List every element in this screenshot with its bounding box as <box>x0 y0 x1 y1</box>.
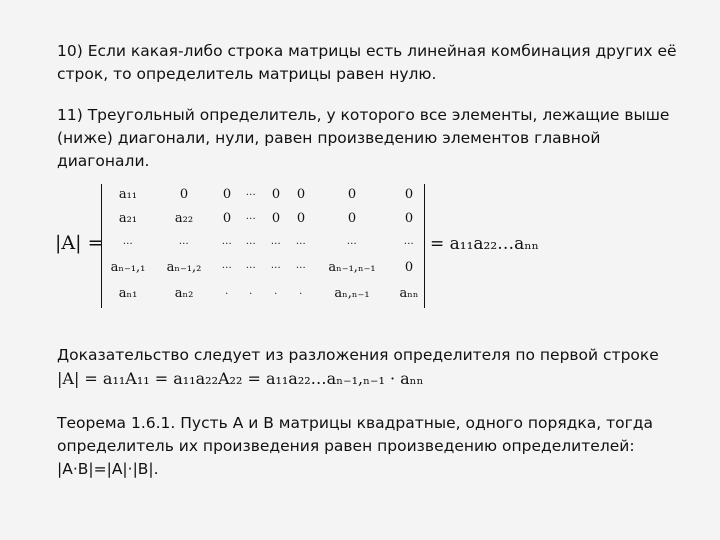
matrix-cell: aₙ₋₁,₁ <box>110 260 146 275</box>
matrix-cell: … <box>178 236 190 247</box>
matrix-cell: … <box>245 260 257 271</box>
matrix-cell: … <box>270 236 282 247</box>
matrix-cell: a₂₁ <box>118 211 138 226</box>
theorem-line-1: Теорема 1.6.1. Пусть A и B матрицы квадратные, одного порядка, тогда <box>57 414 653 432</box>
matrix-cell: 0 <box>404 187 414 202</box>
theorem-line-2: определитель их произведения равен произведению определителей: <box>57 437 635 455</box>
matrix-cell: aₙ₋₁,₂ <box>166 260 202 275</box>
matrix-cell: … <box>245 211 257 222</box>
determinant-right-bar <box>424 184 425 308</box>
theorem-line-3: |A·B|=|A|·|B|. <box>57 460 159 478</box>
proof-text: Доказательство следует из разложения определителя по первой строке <box>57 346 659 364</box>
matrix-cell: 0 <box>271 211 281 226</box>
matrix-cell: 0 <box>222 187 232 202</box>
matrix-cell: aₙ₁ <box>118 286 138 301</box>
matrix-cell: aₙ,ₙ₋₁ <box>334 286 370 301</box>
matrix-cell: 0 <box>179 187 189 202</box>
matrix-cell: … <box>346 236 358 247</box>
determinant-rhs: = a₁₁a₂₂…aₙₙ <box>430 234 540 254</box>
property-10-text: 10) Если какая-либо строка матрицы есть линейная комбинация других её строк, то определитель матрицы равен нулю. <box>57 42 677 83</box>
matrix-cell: … <box>122 236 134 247</box>
proof-block <box>57 344 677 390</box>
matrix-cell: 0 <box>404 260 414 275</box>
matrix-cell: … <box>403 236 415 247</box>
matrix-cell: aₙ₋₁,ₙ₋₁ <box>328 260 376 275</box>
property-11-text: 11) Треугольный определитель, у которого все элементы, лежащие выше (ниже) диагонали, нули, равен произведению элементов главной диагонали. <box>57 106 670 170</box>
matrix-cell: … <box>295 260 307 271</box>
matrix-cell: . <box>225 286 229 297</box>
matrix-cell: a₁₁ <box>118 187 138 202</box>
matrix-cell: 0 <box>347 211 357 226</box>
matrix-cell: … <box>221 236 233 247</box>
matrix-cell: 0 <box>222 211 232 226</box>
matrix-cell: … <box>295 236 307 247</box>
matrix-cell: . <box>249 286 253 297</box>
theorem-block <box>57 412 677 481</box>
matrix-cell: … <box>245 187 257 198</box>
matrix-cell: 0 <box>296 187 306 202</box>
matrix-cell: … <box>245 236 257 247</box>
matrix-cell: 0 <box>271 187 281 202</box>
matrix-cell: aₙ₂ <box>174 286 194 301</box>
determinant-lhs: |A| = <box>55 232 104 254</box>
matrix-cell: a₂₂ <box>174 211 194 226</box>
determinant-left-bar <box>101 184 102 308</box>
matrix-cell: aₙₙ <box>399 286 419 301</box>
matrix-cell: 0 <box>347 187 357 202</box>
matrix-cell: 0 <box>404 211 414 226</box>
matrix-cell: … <box>270 260 282 271</box>
proof-formula: |A| = a₁₁A₁₁ = a₁₁a₂₂A₂₂ = a₁₁a₂₂…aₙ₋₁,ₙ₋₁ · aₙₙ <box>57 369 424 388</box>
matrix-cell: … <box>221 260 233 271</box>
matrix-cell: . <box>299 286 303 297</box>
matrix-cell: 0 <box>296 211 306 226</box>
matrix-cell: . <box>274 286 278 297</box>
